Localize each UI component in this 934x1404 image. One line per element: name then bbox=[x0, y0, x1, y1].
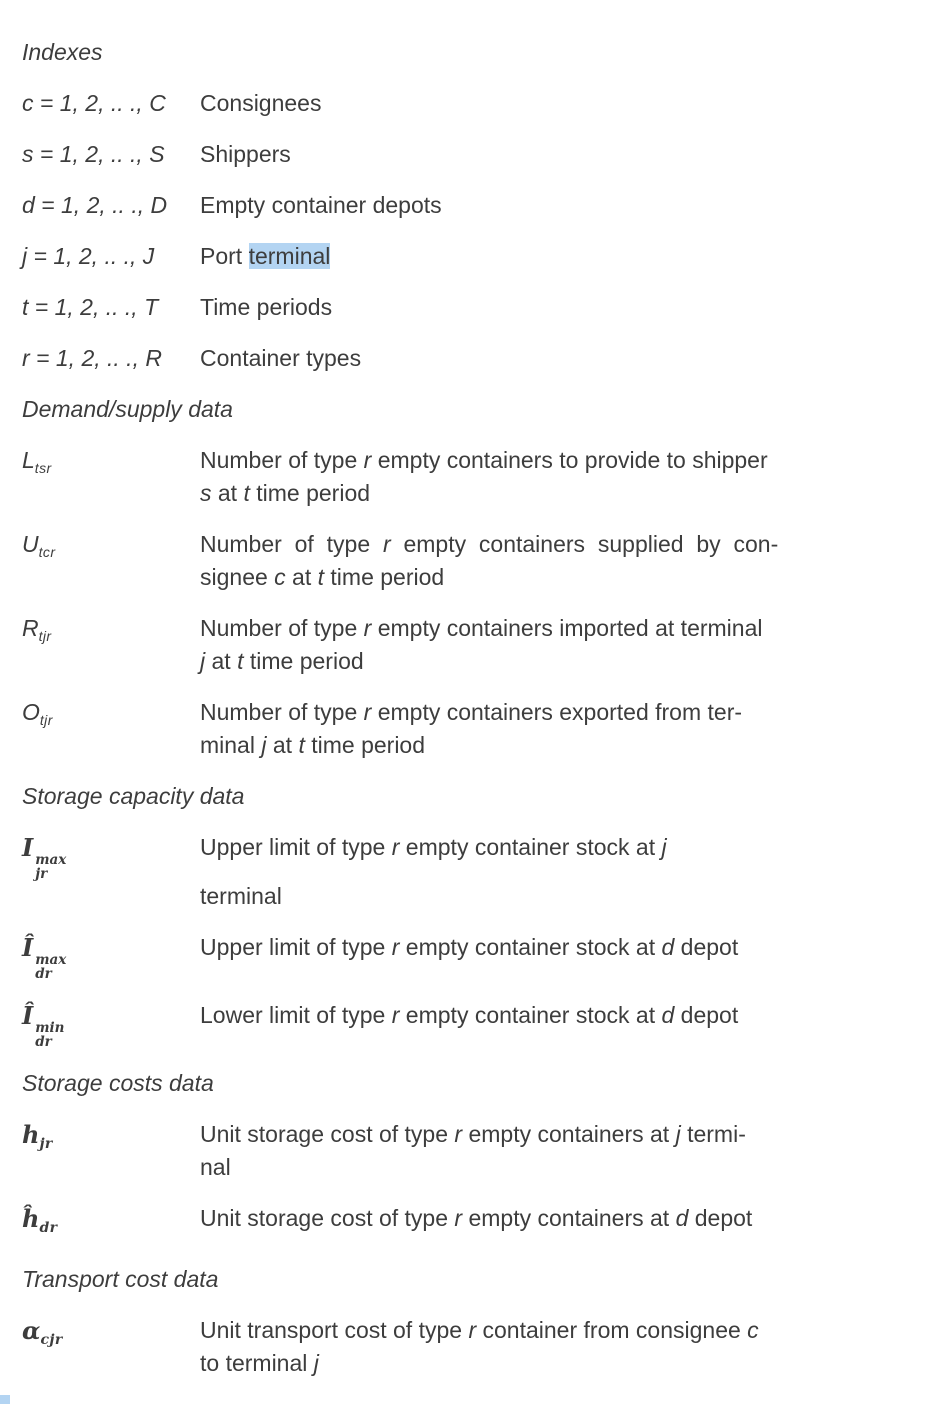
definition bbox=[200, 999, 890, 1049]
definition-line bbox=[200, 291, 890, 324]
definition bbox=[200, 1314, 890, 1380]
text-segment: Lower limit of type bbox=[200, 1002, 392, 1028]
text-segment: Container types bbox=[200, 345, 362, 371]
definition bbox=[200, 931, 890, 981]
symbol-subscript: dr bbox=[35, 966, 52, 982]
text-segment: r bbox=[454, 1121, 463, 1147]
text-segment: Empty container depots bbox=[200, 192, 442, 218]
text-segment: time period bbox=[304, 732, 426, 758]
nomenclature-row bbox=[22, 291, 890, 324]
text-segment: time period bbox=[243, 648, 364, 674]
section-heading: Storage capacity data bbox=[22, 783, 245, 809]
text-segment: empty container stock at bbox=[399, 1002, 662, 1028]
text-segment: j bbox=[200, 648, 206, 674]
partial-selection-artifact bbox=[0, 1395, 10, 1404]
text-segment: j bbox=[661, 834, 667, 860]
text-segment: c bbox=[274, 564, 286, 590]
text-segment: at bbox=[285, 564, 318, 590]
section-heading: Storage costs data bbox=[22, 1070, 214, 1096]
text-segment: empty containers to provide to shipper bbox=[371, 447, 768, 473]
symbol-superscript: min bbox=[35, 1020, 65, 1036]
definition bbox=[200, 342, 890, 375]
symbol bbox=[22, 612, 200, 678]
symbol bbox=[22, 528, 200, 594]
symbol-supsub bbox=[35, 853, 66, 881]
definition-line bbox=[200, 189, 890, 222]
text-segment: t bbox=[243, 480, 250, 506]
text-segment: t bbox=[317, 564, 325, 590]
selected-text: terminal bbox=[248, 243, 331, 269]
definition bbox=[200, 189, 890, 222]
symbol-base: Î bbox=[22, 933, 34, 962]
symbol-base: O bbox=[22, 699, 40, 725]
text-segment: r bbox=[382, 531, 391, 557]
definition bbox=[200, 1118, 890, 1184]
symbol-base: h bbox=[22, 1120, 40, 1149]
definition-line bbox=[200, 561, 890, 594]
text-segment: t bbox=[298, 732, 305, 758]
symbol bbox=[22, 696, 200, 762]
symbol bbox=[22, 999, 200, 1049]
nomenclature-row bbox=[22, 612, 890, 678]
text-segment: empty container stock at bbox=[399, 934, 662, 960]
definition bbox=[200, 138, 890, 171]
symbol bbox=[22, 1314, 200, 1380]
text-segment: r bbox=[363, 447, 372, 473]
symbol-subscript: jr bbox=[35, 866, 48, 882]
definition bbox=[200, 831, 890, 913]
text-segment: r bbox=[363, 699, 372, 725]
definition bbox=[200, 444, 890, 510]
text-segment: Time periods bbox=[200, 294, 333, 320]
text-segment: t bbox=[237, 648, 244, 674]
text-segment: r bbox=[454, 1205, 463, 1231]
nomenclature-row bbox=[22, 1118, 890, 1184]
text-segment: r bbox=[391, 934, 400, 960]
definition-line bbox=[200, 1202, 890, 1235]
symbol-base: I bbox=[22, 833, 34, 862]
symbol-base: c = 1, 2, .. ., C bbox=[22, 90, 166, 116]
symbol-subscript: jr bbox=[39, 1136, 53, 1152]
symbol bbox=[22, 444, 200, 510]
definition-line bbox=[200, 612, 890, 645]
symbol-base: L bbox=[22, 447, 35, 473]
text-segment: empty container stock at bbox=[399, 834, 662, 860]
text-segment: empty containers exported from ter- bbox=[371, 699, 743, 725]
definition-line bbox=[200, 477, 890, 510]
definition-line bbox=[200, 931, 890, 964]
text-segment: s bbox=[200, 480, 212, 506]
text-segment: r bbox=[468, 1317, 477, 1343]
text-segment: d bbox=[661, 1002, 675, 1028]
text-segment: Upper limit of type bbox=[200, 834, 392, 860]
nomenclature-row bbox=[22, 831, 890, 913]
section-heading: Demand/supply data bbox=[22, 396, 233, 422]
nomenclature-row bbox=[22, 1202, 890, 1245]
symbol-base: α bbox=[22, 1316, 41, 1345]
definition-line bbox=[200, 999, 890, 1032]
symbol bbox=[22, 342, 200, 375]
nomenclature-row bbox=[22, 240, 890, 273]
text-segment: r bbox=[391, 1002, 400, 1028]
definition-line bbox=[200, 1314, 890, 1347]
definition-line bbox=[200, 696, 890, 729]
symbol bbox=[22, 831, 200, 913]
text-segment: d bbox=[675, 1205, 689, 1231]
text-segment: at bbox=[211, 480, 244, 506]
text-segment: depot bbox=[674, 934, 739, 960]
definition bbox=[200, 240, 890, 273]
symbol-base: ĥ bbox=[22, 1204, 40, 1233]
definition-line bbox=[200, 240, 890, 273]
definition-line bbox=[200, 342, 890, 375]
nomenclature-row bbox=[22, 189, 890, 222]
symbol-base: s = 1, 2, .. ., S bbox=[22, 141, 165, 167]
nomenclature-row bbox=[22, 931, 890, 981]
text-segment: at bbox=[205, 648, 238, 674]
definition-line bbox=[200, 831, 890, 864]
definition bbox=[200, 696, 890, 762]
symbol bbox=[22, 1202, 200, 1245]
definition-line bbox=[200, 1347, 890, 1380]
symbol-subscript: tjr bbox=[39, 712, 53, 728]
symbol bbox=[22, 138, 200, 171]
section-heading: Transport cost data bbox=[22, 1266, 219, 1292]
definition bbox=[200, 1202, 890, 1245]
text-segment: Number of type bbox=[200, 615, 364, 641]
symbol-subscript: tcr bbox=[38, 544, 56, 560]
nomenclature-row bbox=[22, 444, 890, 510]
text-segment: Unit storage cost of type bbox=[200, 1121, 455, 1147]
text-segment: Port bbox=[200, 243, 249, 269]
symbol-subscript: tsr bbox=[34, 460, 52, 476]
text-segment: at bbox=[266, 732, 299, 758]
symbol bbox=[22, 931, 200, 981]
definition-line bbox=[200, 729, 890, 762]
symbol-subscript: cjr bbox=[40, 1332, 63, 1348]
symbol-base: R bbox=[22, 615, 39, 641]
nomenclature-row bbox=[22, 696, 890, 762]
text-segment: Shippers bbox=[200, 141, 291, 167]
definition-line bbox=[200, 1151, 890, 1184]
text-segment: c bbox=[747, 1317, 759, 1343]
symbol-superscript: max bbox=[35, 852, 67, 868]
text-segment: signee bbox=[200, 564, 275, 590]
definition-line bbox=[200, 880, 890, 913]
definition-line bbox=[200, 87, 890, 120]
symbol-base: d = 1, 2, .. ., D bbox=[22, 192, 168, 218]
symbol-superscript: max bbox=[35, 952, 67, 968]
symbol-subscript: dr bbox=[39, 1220, 58, 1236]
symbol-subscript: tjr bbox=[38, 628, 52, 644]
symbol-base: t = 1, 2, .. ., T bbox=[22, 294, 159, 320]
nomenclature-row bbox=[22, 342, 890, 375]
text-segment: Consignees bbox=[200, 90, 322, 116]
text-segment: depot bbox=[688, 1205, 753, 1231]
section-heading: Indexes bbox=[22, 39, 103, 65]
text-segment: time period bbox=[324, 564, 445, 590]
text-segment: Unit transport cost of type bbox=[200, 1317, 469, 1343]
text-segment: j bbox=[313, 1350, 319, 1376]
text-segment: empty containers imported at terminal bbox=[371, 615, 763, 641]
symbol bbox=[22, 1118, 200, 1184]
nomenclature-row bbox=[22, 528, 890, 594]
text-segment: r bbox=[363, 615, 372, 641]
definition bbox=[200, 87, 890, 120]
text-segment: Number of type bbox=[200, 531, 383, 557]
definition-line bbox=[200, 1118, 890, 1151]
symbol-base: U bbox=[22, 531, 39, 557]
text-segment: Upper limit of type bbox=[200, 934, 392, 960]
symbol-supsub bbox=[35, 1021, 64, 1049]
text-segment: Number of type bbox=[200, 699, 364, 725]
symbol bbox=[22, 87, 200, 120]
text-segment: terminal bbox=[200, 883, 282, 909]
definition-line bbox=[200, 444, 890, 477]
definition-line bbox=[200, 528, 890, 561]
text-segment: Unit storage cost of type bbox=[200, 1205, 455, 1231]
definition bbox=[200, 528, 890, 594]
nomenclature-row bbox=[22, 87, 890, 120]
definition-line bbox=[200, 138, 890, 171]
text-segment: nal bbox=[200, 1154, 231, 1180]
text-segment: Number of type bbox=[200, 447, 364, 473]
symbol bbox=[22, 189, 200, 222]
text-segment: d bbox=[661, 934, 675, 960]
definition bbox=[200, 291, 890, 324]
nomenclature-row bbox=[22, 1314, 890, 1380]
text-segment: r bbox=[391, 834, 400, 860]
text-segment: to terminal bbox=[200, 1350, 314, 1376]
symbol bbox=[22, 240, 200, 273]
text-segment: termi- bbox=[680, 1121, 746, 1147]
definition-line bbox=[200, 645, 890, 678]
text-segment: time period bbox=[249, 480, 371, 506]
symbol-base: Î bbox=[22, 1001, 34, 1030]
symbol-base: j = 1, 2, .. ., J bbox=[22, 243, 155, 269]
text-segment: depot bbox=[674, 1002, 739, 1028]
text-segment: container from consignee bbox=[476, 1317, 748, 1343]
text-segment: empty containers at bbox=[462, 1121, 676, 1147]
text-segment: minal bbox=[200, 732, 262, 758]
nomenclature-row bbox=[22, 138, 890, 171]
symbol-base: r = 1, 2, .. ., R bbox=[22, 345, 162, 371]
symbol-subscript: dr bbox=[35, 1034, 52, 1050]
text-segment: j bbox=[675, 1121, 681, 1147]
text-segment: empty containers supplied by con- bbox=[390, 531, 779, 557]
definition bbox=[200, 612, 890, 678]
symbol-supsub bbox=[35, 953, 66, 981]
nomenclature-row bbox=[22, 999, 890, 1049]
symbol bbox=[22, 291, 200, 324]
text-segment: empty containers at bbox=[462, 1205, 676, 1231]
text-segment: j bbox=[261, 732, 267, 758]
